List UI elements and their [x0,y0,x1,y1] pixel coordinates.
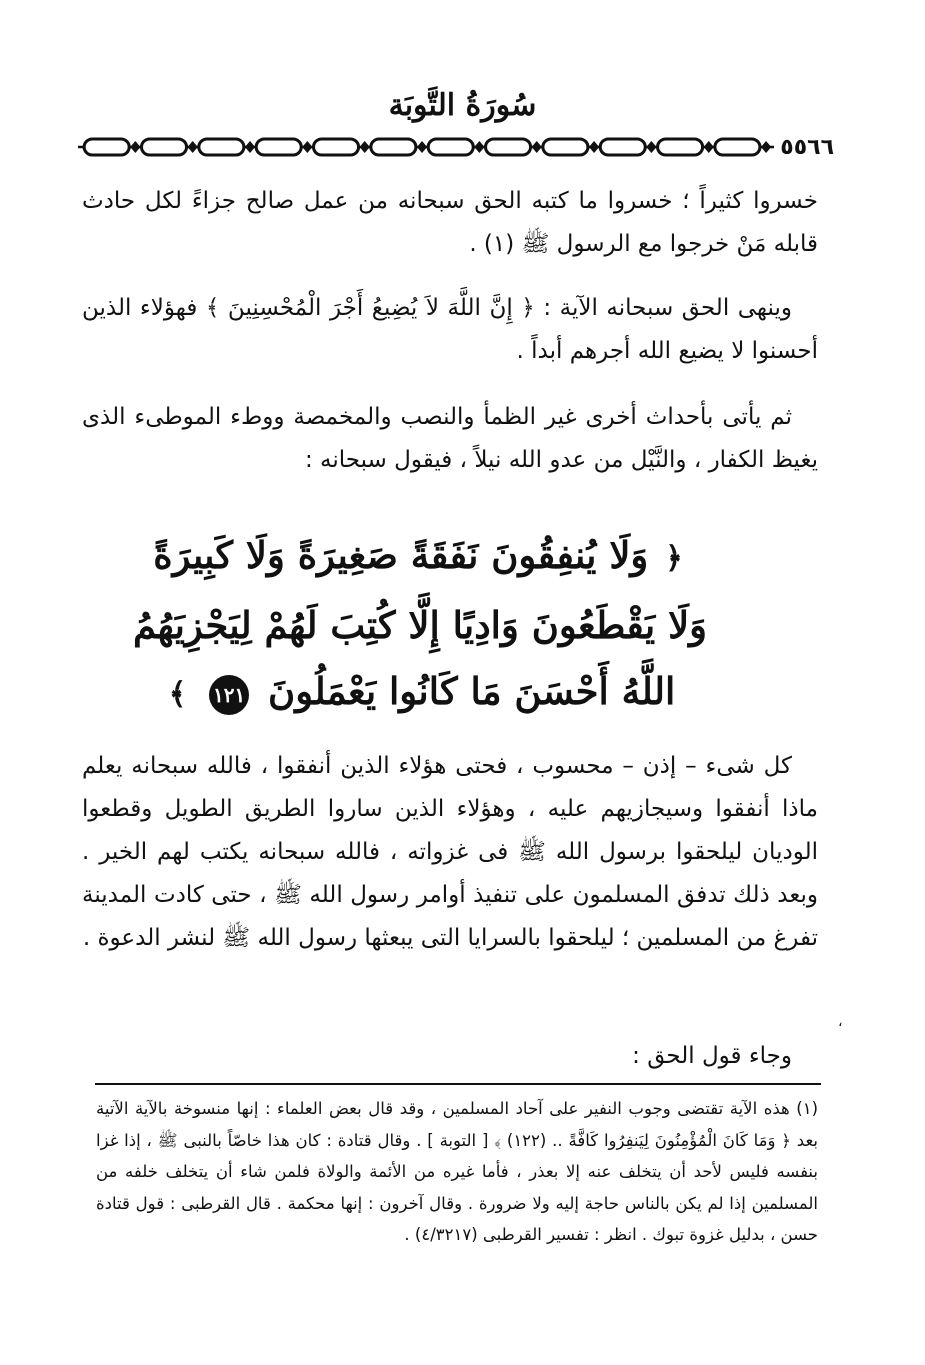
page-number: ٥٥٦٦ [780,134,834,160]
paragraph-3: ثم يأتى بأحداث أخرى غير الظمأ والنصب والمخمصة ووطء الموطىء الذى يغيظ الكفار ، والنَّيْل من عدو الله نيلاً ، فيقول سبحانه : [82,404,818,473]
footnote-1: (١) هذه الآية تقتضى وجوب النفير على آحاد المسلمين ، وقد قال بعض العلماء : إنها منسوخة بالآية الآتية بعد ﴿ وَمَا كَانَ الْمُؤْمِنُونَ لِيَنفِرُوا كَافَّةً .. (١٢٢) ﴾ [ التوبة ] . وقال قتادة : كان هذا خاصّاً بالنبى ﷺ ، إذا غزا بنفسه فليس لأحد أن يتخلف عنه إلا بعذر ، فأما غيره من الأئمة والولاة فلمن شاء أن يتخلف خلفه من المسلمين إذا لم يكن بالناس حاجة إليه ولا ضرورة . وقال آخرون : إنها محكمة . قال القرطبى : قول قتادة حسن ، بدليل غزوة تبوك . انظر : تفسير القرطبى (٤/٣٢١٧) . [96,1099,818,1244]
verse-open-ornament-icon: ﴿ [665,541,683,576]
verse-line-2: وَلَا يَقْطَعُونَ وَادِيًا إِلَّا كُتِبَ لَهُمْ لِيَجْزِيَهُمُ [132,603,708,647]
quran-verse [120,522,720,728]
verse-line-3-text: اللَّهُ أَحْسَنَ مَا كَانُوا يَعْمَلُونَ [268,669,676,713]
stray-mark: ، [838,1014,843,1030]
paragraph-1: خسروا كثيراً ؛ خسروا ما كتبه الحق سبحانه من عمل صالح جزاءً لكل حادث قابله مَنْ خرجوا مع الرسول ﷺ (١) . [82,188,818,257]
verse-close-ornament-icon: ﴾ [168,677,187,712]
paragraph-5: وجاء قول الحق : [632,1043,792,1069]
paragraph-2: وينهى الحق سبحانه الآية : ﴿ إِنَّ اللَّهَ لاَ يُضِيعُ أَجْرَ الْمُحْسِنِينَ ﴾ فهؤلاء الذين أحسنوا لا يضيع الله أجرهم أبداً . [82,295,818,364]
verse-line-1 [120,522,720,592]
verse-number-badge: ١٢١ [209,675,249,715]
verse-line-1-text: وَلَا يُنفِقُونَ نَفَقَةً صَغِيرَةً وَلَا كَبِيرَةً [153,533,649,577]
surah-title: سُورَةُ التَّوبَة [388,88,537,123]
footnote-divider [95,1083,821,1085]
header-border [78,132,840,162]
paragraph-4: كل شىء – إذن – محسوب ، فحتى هؤلاء الذين أنفقوا ، فالله سبحانه يعلم ماذا أنفقوا وسيجازيهم عليه ، وهؤلاء الذين ساروا الطريق الطويل وقطعوا الوديان ليلحقوا برسول الله ﷺ فى غزواته ، فالله سبحانه يكتب لهم الخير . وبعد ذلك تدفق المسلمون على تنفيذ أوامر رسول الله ﷺ ، حتى كادت المدينة تفرغ من المسلمين ؛ ليلحقوا بالسرايا التى يبعثها رسول الله ﷺ لنشر الدعوة . [82,753,818,951]
verse-line-3 [120,658,720,728]
ornamental-chain-icon [78,132,774,162]
